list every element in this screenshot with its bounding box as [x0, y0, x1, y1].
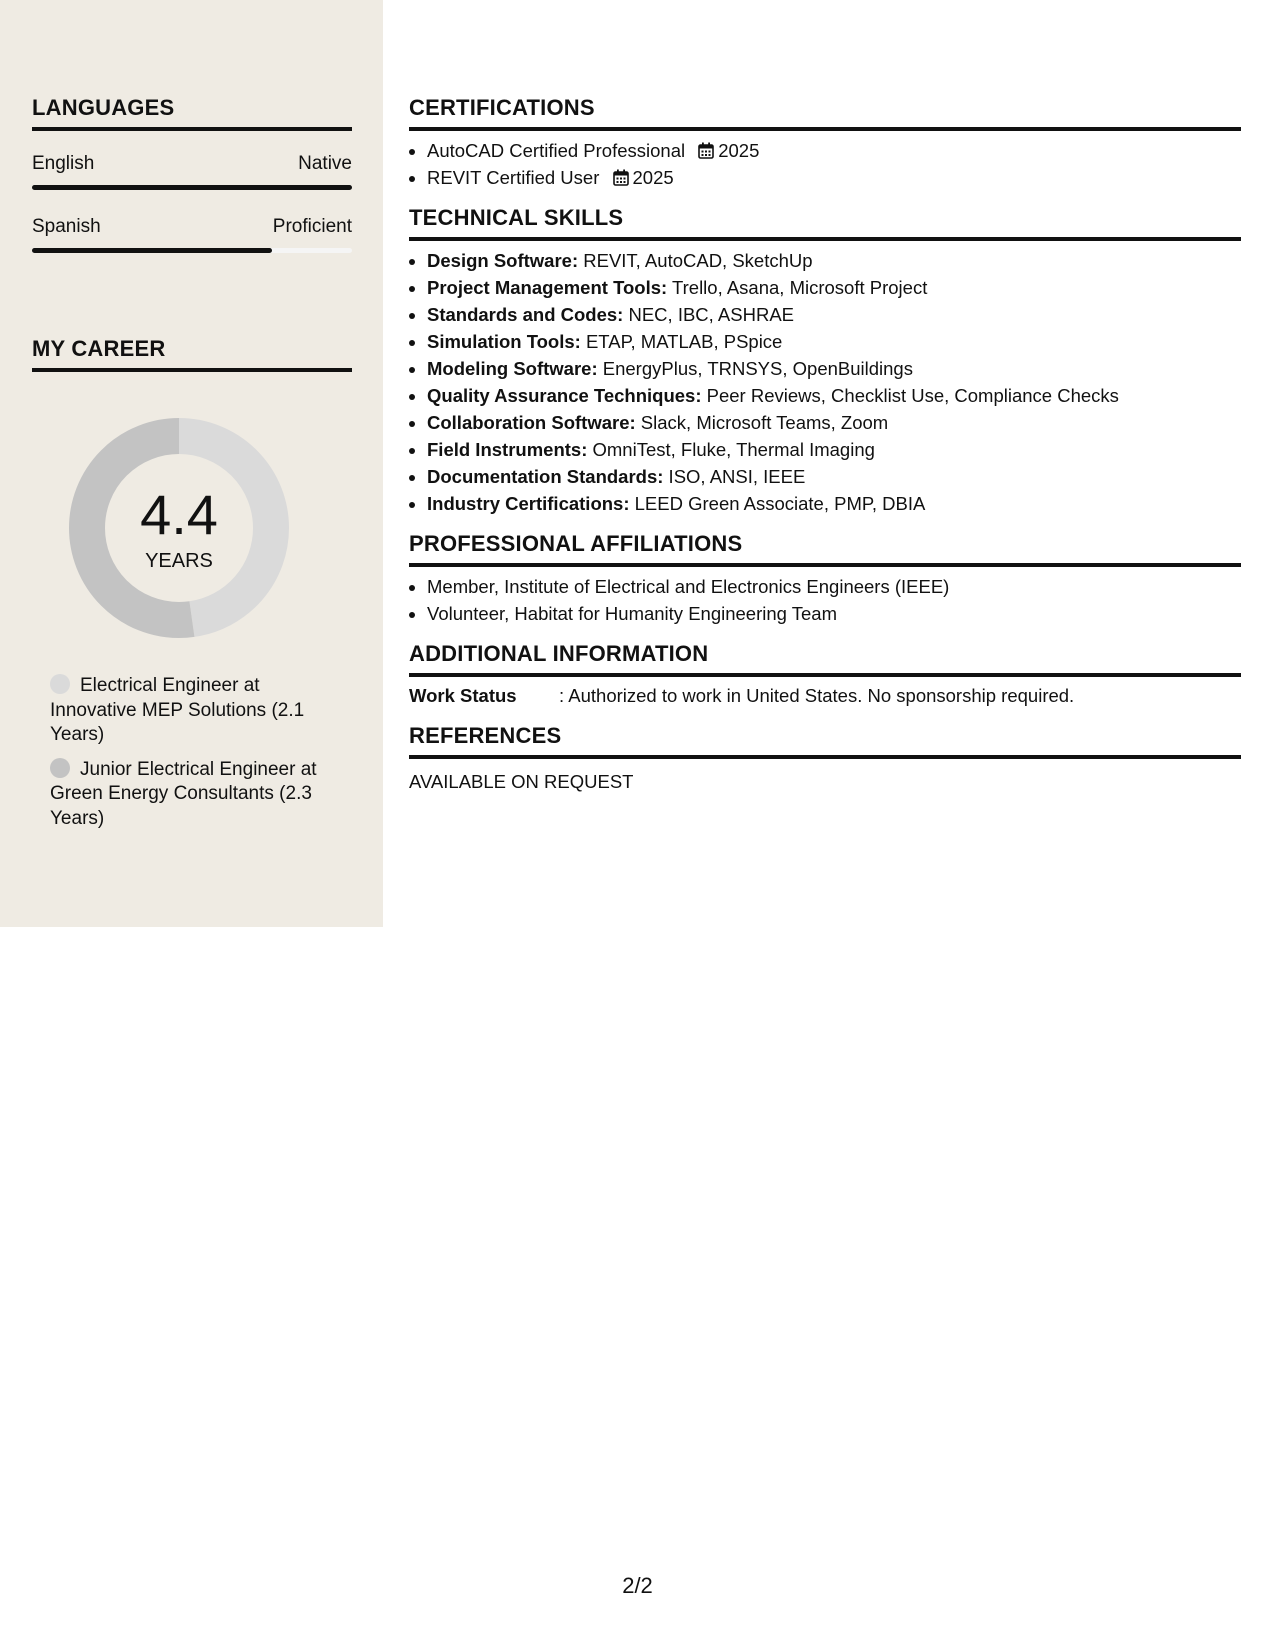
career-legend-item: [50, 758, 330, 832]
affiliations-title: PROFESSIONAL AFFILIATIONS: [409, 531, 1241, 567]
skill-label: Industry Certifications:: [427, 493, 630, 514]
skill-value: EnergyPlus, TRNSYS, OpenBuildings: [597, 358, 913, 379]
affiliations-section: [409, 531, 1241, 627]
language-name: Spanish: [32, 216, 101, 237]
references-title: REFERENCES: [409, 723, 1241, 759]
language-bar: [32, 185, 352, 190]
language-bar-fill: [32, 185, 352, 190]
language-bar-fill: [32, 248, 272, 253]
skill-label: Field Instruments:: [427, 439, 588, 460]
certification-item: [427, 164, 1241, 191]
skill-item: [427, 355, 1241, 382]
main-content: [409, 95, 1241, 793]
certifications-list: [409, 137, 1241, 191]
skill-label: Simulation Tools:: [427, 331, 581, 352]
career-item-text: Electrical Engineer at Innovative MEP Solutions (2.1 Years): [50, 675, 305, 745]
skill-label: Collaboration Software:: [427, 412, 636, 433]
skill-label: Documentation Standards:: [427, 466, 664, 487]
certification-name: REVIT Certified User: [427, 167, 600, 188]
skill-item: [427, 463, 1241, 490]
career-item-text: Junior Electrical Engineer at Green Energy Consultants (2.3 Years): [50, 758, 317, 829]
skill-item: [427, 301, 1241, 328]
affiliation-item: • Volunteer, Habitat for Humanity Engineering Team: [427, 600, 1241, 627]
additional-info-section: [409, 641, 1241, 707]
references-section: [409, 723, 1241, 793]
skill-value: NEC, IBC, ASHRAE: [623, 304, 794, 325]
skill-label: Quality Assurance Techniques:: [427, 385, 702, 406]
career-section: [32, 336, 352, 372]
certification-name: AutoCAD Certified Professional: [427, 140, 686, 161]
career-total-value: 4.4: [140, 483, 218, 546]
career-title: MY CAREER: [32, 336, 352, 372]
language-level: Native: [298, 153, 352, 174]
career-legend-item: [50, 674, 330, 748]
skill-value: OmniTest, Fluke, Thermal Imaging: [587, 439, 875, 460]
languages-section: [32, 95, 352, 253]
work-status-label: Work Status: [409, 685, 517, 706]
sidebar: [0, 0, 383, 927]
language-english: [32, 153, 352, 190]
affiliation-item: • Member, Institute of Electrical and Electronics Engineers (IEEE): [427, 573, 1241, 600]
references-text: AVAILABLE ON REQUEST: [409, 771, 634, 792]
certifications-section: [409, 95, 1241, 191]
calendar-icon: [613, 169, 629, 186]
skill-value: Trello, Asana, Microsoft Project: [667, 277, 928, 298]
skill-item: [427, 247, 1241, 274]
career-donut: [66, 415, 292, 641]
language-level: Proficient: [272, 216, 352, 237]
skill-value: Slack, Microsoft Teams, Zoom: [635, 412, 889, 433]
skill-item: [427, 490, 1241, 517]
skill-item: [427, 328, 1241, 355]
additional-info-title: ADDITIONAL INFORMATION: [409, 641, 1241, 677]
career-total-unit: YEARS: [145, 550, 213, 572]
certification-item: [427, 137, 1241, 164]
certification-year: 2025: [632, 167, 674, 188]
work-status-value: : Authorized to work in United States. No sponsorship required.: [559, 685, 1075, 706]
affiliations-list: [409, 573, 1241, 627]
legend-dot-icon: [50, 674, 70, 694]
calendar-icon: [698, 142, 714, 159]
career-legend: [50, 674, 330, 841]
skills-section: [409, 205, 1241, 517]
skill-item: [427, 382, 1241, 409]
certification-year: 2025: [718, 140, 760, 161]
skill-value: Peer Reviews, Checklist Use, Compliance Checks: [701, 385, 1119, 406]
language-bar: [32, 248, 352, 253]
skill-value: LEED Green Associate, PMP, DBIA: [629, 493, 926, 514]
skill-label: Standards and Codes:: [427, 304, 624, 325]
page-number: 2/2: [622, 1573, 653, 1598]
languages-title: LANGUAGES: [32, 95, 352, 131]
skill-value: ETAP, MATLAB, PSpice: [580, 331, 783, 352]
skill-item: [427, 436, 1241, 463]
legend-dot-icon: [50, 758, 70, 778]
certifications-title: CERTIFICATIONS: [409, 95, 1241, 131]
skill-value: REVIT, AutoCAD, SketchUp: [578, 250, 813, 271]
skill-label: Modeling Software:: [427, 358, 598, 379]
skills-title: TECHNICAL SKILLS: [409, 205, 1241, 241]
language-spanish: [32, 216, 352, 253]
skill-label: Project Management Tools:: [427, 277, 668, 298]
skill-label: Design Software:: [427, 250, 579, 271]
skill-item: [427, 274, 1241, 301]
skills-list: [409, 247, 1241, 517]
language-name: English: [32, 153, 95, 174]
skill-item: [427, 409, 1241, 436]
skill-value: ISO, ANSI, IEEE: [663, 466, 806, 487]
work-status-row: [409, 685, 1241, 707]
